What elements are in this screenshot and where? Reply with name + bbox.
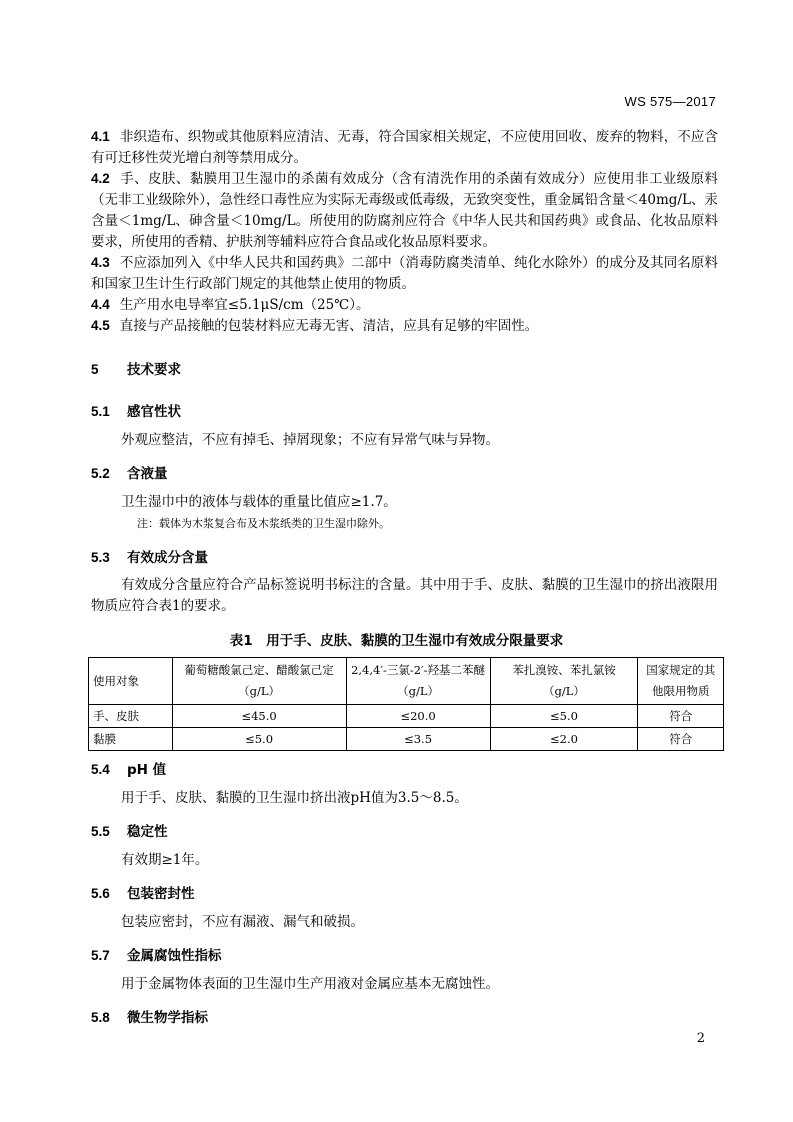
- section-number: 5.2: [91, 466, 110, 481]
- section-title: pH 值: [127, 762, 167, 778]
- clause-4-1: [91, 126, 718, 169]
- clause-number: 4.4: [91, 297, 110, 312]
- section-5-4-heading: [91, 758, 166, 778]
- section-number: 5.3: [91, 550, 110, 565]
- section-5-2-heading: [91, 462, 168, 482]
- clause-text: 生产用水电导率宜≤5.1μS/cm（25℃）。: [119, 297, 370, 313]
- section-title: 微生物学指标: [127, 1010, 208, 1026]
- table-header-cell: 使用对象: [89, 658, 173, 705]
- section-5-7-body: 用于金属物体表面的卫生湿巾生产用液对金属应基本无腐蚀性。: [121, 976, 499, 992]
- section-5-3-heading: [91, 546, 208, 566]
- table-cell: ≤45.0: [172, 705, 346, 728]
- section-5-3-body: 有效成分含量应符合产品标签说明书标注的含量。其中用于手、皮肤、黏膜的卫生湿巾的挤出液限用物质应符合表1的要求。: [91, 577, 718, 614]
- section-5-7-heading: [91, 944, 222, 964]
- table-row: [89, 705, 724, 728]
- table-cell: 符合: [638, 728, 724, 751]
- section-5-1-body: 外观应整洁，不应有掉毛、掉屑现象；不应有异常气味与异物。: [121, 432, 499, 448]
- section-title: 包装密封性: [127, 886, 195, 902]
- section-5-6-heading: [91, 882, 195, 902]
- clause-number: 4.2: [91, 171, 110, 186]
- section-number: 5.7: [91, 948, 110, 963]
- section-number: 5: [91, 362, 99, 377]
- section-title: 有效成分含量: [127, 550, 208, 566]
- table-row: [89, 728, 724, 751]
- clause-4-4: [91, 294, 718, 316]
- table-header-cell: 国家规定的其他限用物质: [638, 658, 724, 705]
- section-number: 5.5: [91, 824, 110, 839]
- section-number: 5.6: [91, 886, 110, 901]
- section-5-6-body: 包装应密封，不应有漏液、漏气和破损。: [121, 914, 364, 930]
- table-cell: 符合: [638, 705, 724, 728]
- table-cell: ≤3.5: [346, 728, 490, 751]
- clause-4-2: [91, 168, 718, 253]
- section-title: 稳定性: [127, 824, 168, 840]
- section-5-4-body: 用于手、皮肤、黏膜的卫生湿巾挤出液pH值为3.5～8.5。: [121, 790, 468, 806]
- clause-text: 非织造布、织物或其他原料应清洁、无毒，符合国家相关规定，不应使用回收、废弃的物料，不应含有可迁移性荧光增白剂等禁用成分。: [91, 129, 718, 166]
- table-1-caption: 表1 用于手、皮肤、黏膜的卫生湿巾有效成分限量要求: [229, 633, 564, 649]
- section-5-2-body: 卫生湿巾中的液体与载体的重量比值应≥1.7。: [121, 494, 397, 510]
- page-number: 2: [696, 1031, 705, 1046]
- table-cell: ≤5.0: [490, 705, 638, 728]
- document-code: WS 575—2017: [624, 94, 716, 109]
- table-cell: ≤20.0: [346, 705, 490, 728]
- clause-text: 直接与产品接触的包装材料应无毒无害、清洁，应具有足够的牢固性。: [119, 318, 539, 334]
- clause-number: 4.5: [91, 318, 110, 333]
- table-1: [88, 657, 724, 751]
- section-title: 金属腐蚀性指标: [127, 948, 222, 964]
- section-5-8-heading: [91, 1006, 208, 1026]
- section-number: 5.8: [91, 1010, 110, 1025]
- table-cell: ≤2.0: [490, 728, 638, 751]
- section-5-1-heading: [91, 400, 181, 420]
- section-number: 5.4: [91, 762, 110, 777]
- section-number: 5.1: [91, 404, 110, 419]
- section-5-2-note: 注：载体为木浆复合布及木浆纸类的卫生湿巾除外。: [137, 517, 390, 530]
- clause-text: 不应添加列入《中华人民共和国药典》二部中（消毒防腐类清单、纯化水除外）的成分及其同名原料和国家卫生计生行政部门规定的其他禁止使用的物质。: [91, 255, 718, 292]
- table-header-cell: 苯扎溴铵、苯扎氯铵（g/L）: [490, 658, 638, 705]
- section-5-heading: [91, 358, 181, 378]
- table-cell: 黏膜: [89, 728, 173, 751]
- section-5-5-body: 有效期≥1年。: [121, 852, 209, 868]
- section-title: 感官性状: [127, 404, 181, 420]
- table-header-cell: 葡萄糖酸氯己定、醋酸氯己定（g/L）: [172, 658, 346, 705]
- table-header-cell: 2,4,4′-三氯-2′-羟基二苯醚（g/L）: [346, 658, 490, 705]
- section-5-5-heading: [91, 820, 168, 840]
- table-cell: ≤5.0: [172, 728, 346, 751]
- section-title: 技术要求: [127, 362, 181, 378]
- clause-text: 手、皮肤、黏膜用卫生湿巾的杀菌有效成分（含有清洗作用的杀菌有效成分）应使用非工业级原料（无非工业级除外），急性经口毒性应为实际无毒级或低毒级，无致突变性，重金属铅含量＜40mg/L、汞含量＜1mg/L、砷含量＜10mg/L。所使用的防腐剂应符合《中华人民共和国药典》或食品、化妆品原料要求，所使用的香精、护肤剂等辅料应符合食品或化妆品原料要求。: [91, 171, 718, 250]
- clause-4-3: [91, 252, 718, 295]
- clause-4-5: [91, 315, 718, 337]
- table-header-row: [89, 658, 724, 705]
- table-cell: 手、皮肤: [89, 705, 173, 728]
- clause-number: 4.1: [91, 129, 110, 144]
- clause-number: 4.3: [91, 255, 110, 270]
- section-title: 含液量: [127, 466, 168, 482]
